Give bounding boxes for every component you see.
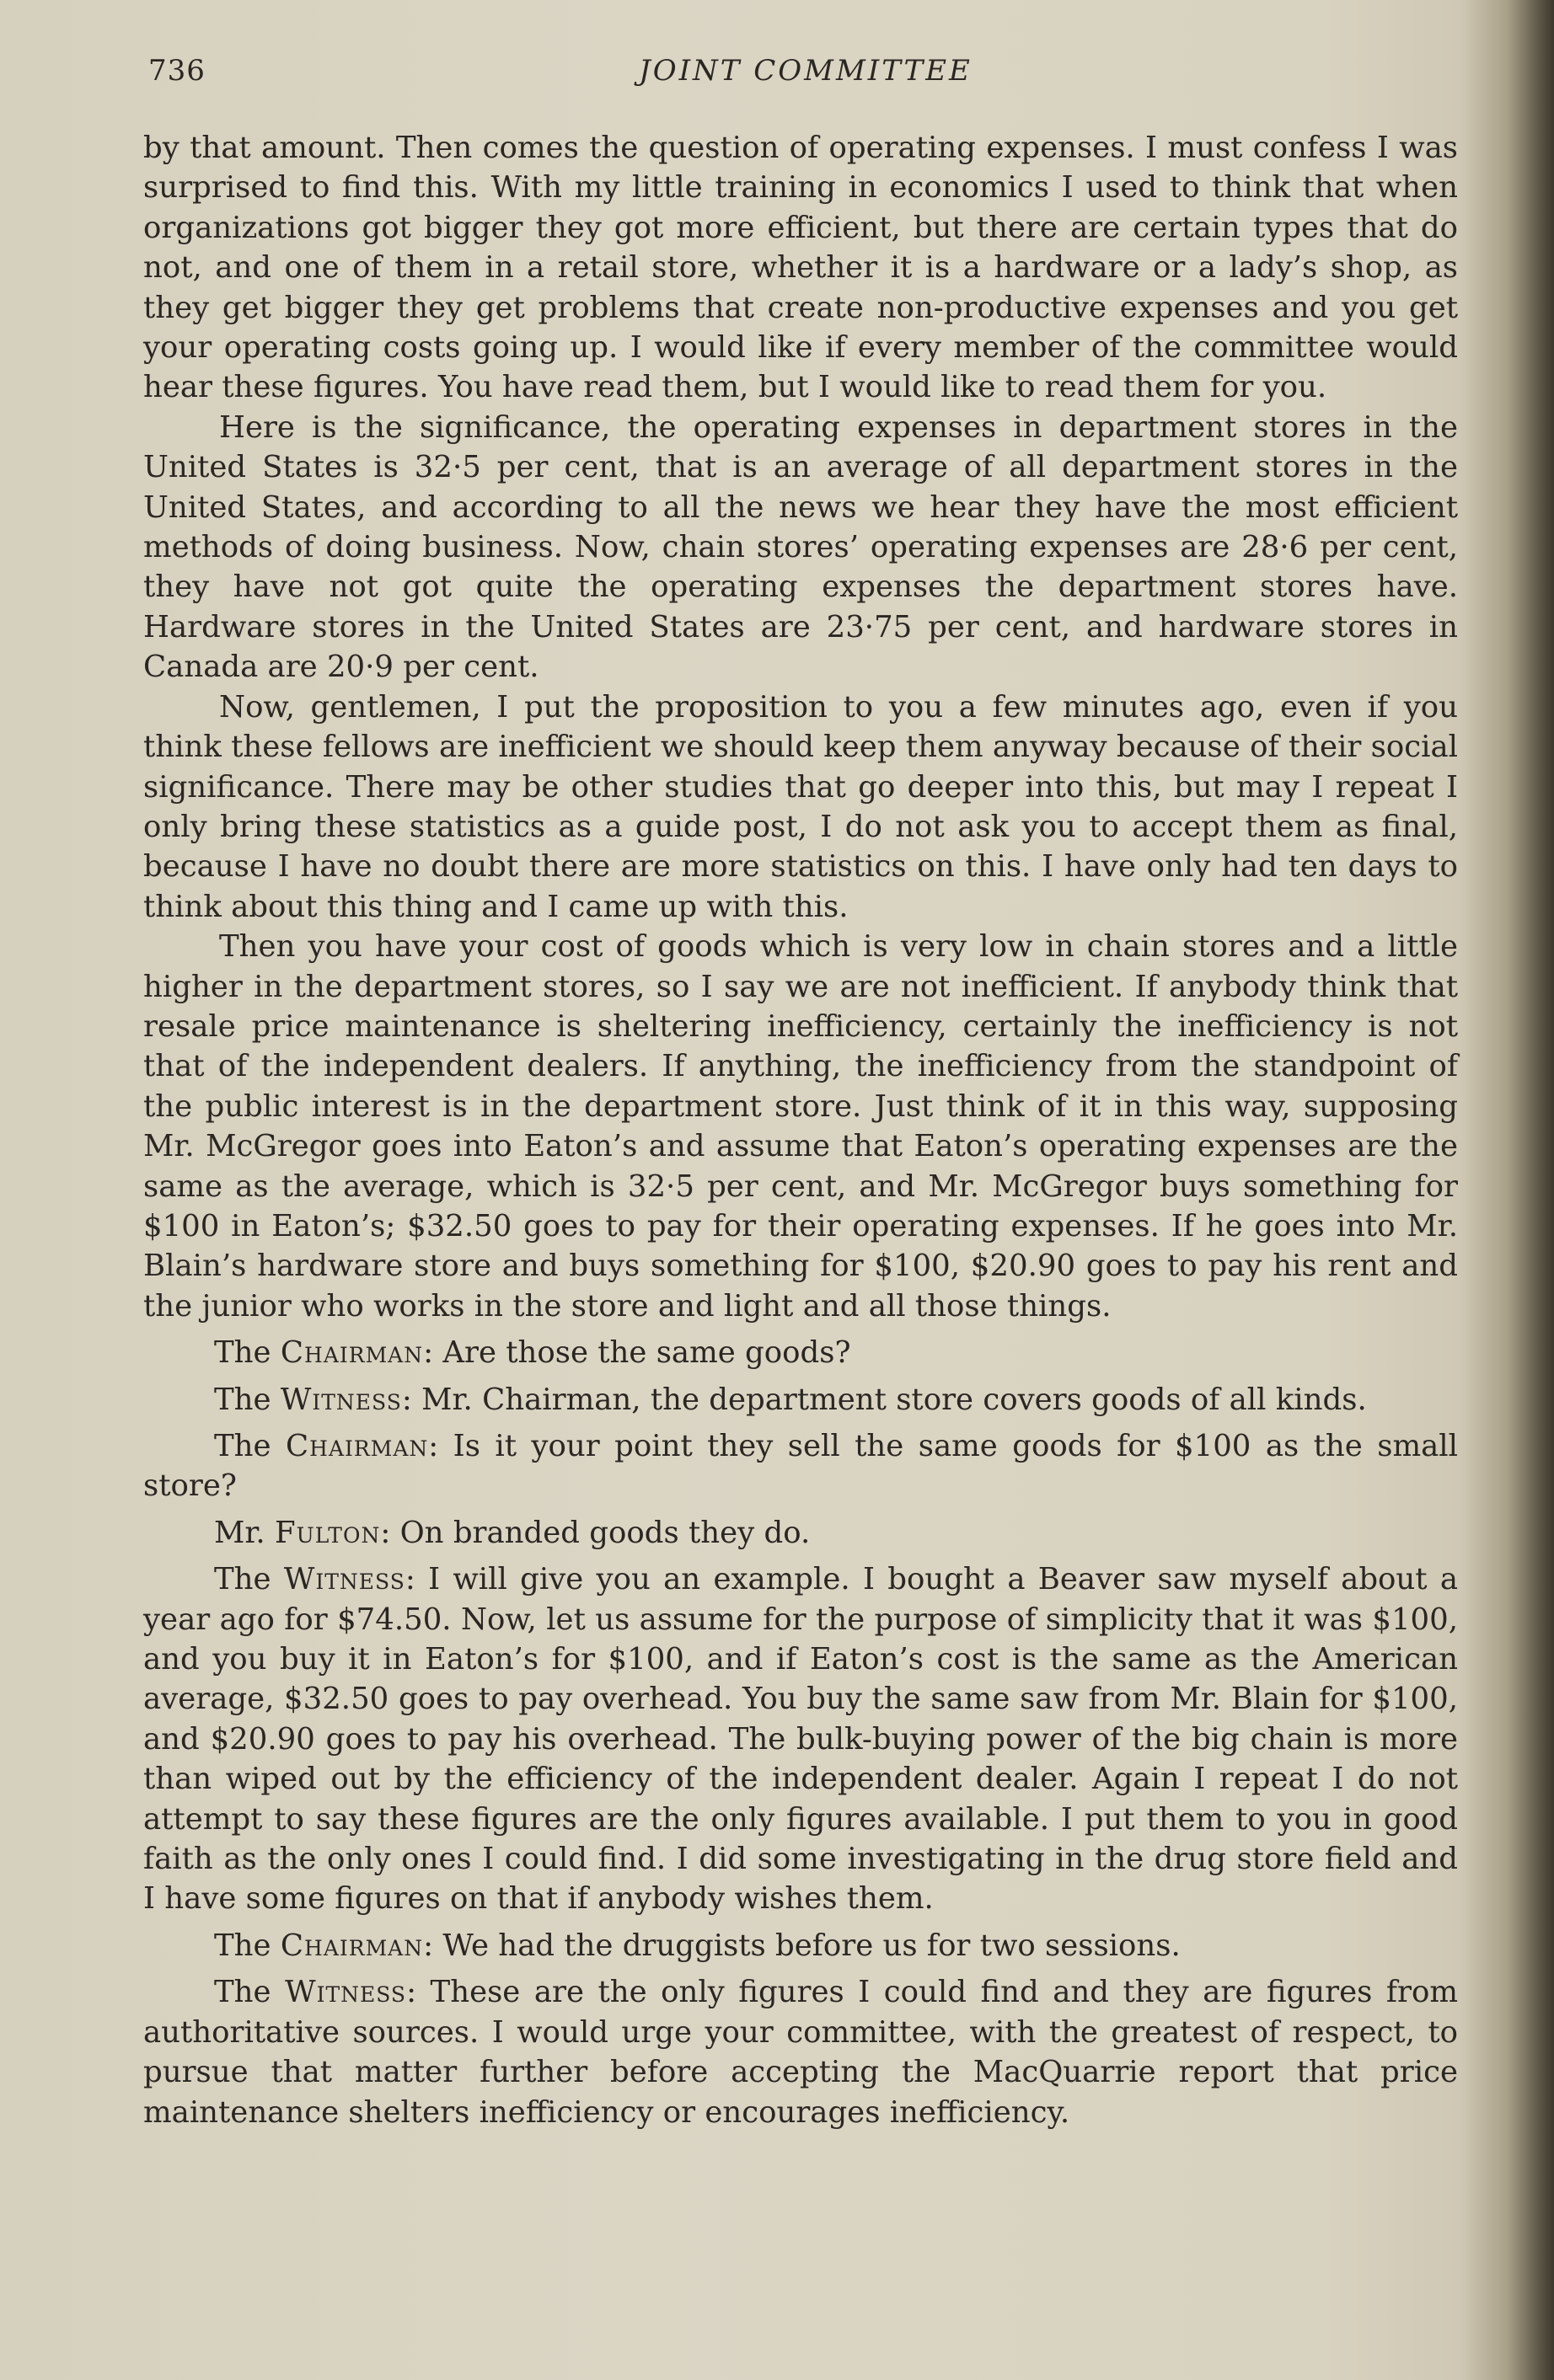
speaker-prefix: Mr. bbox=[214, 1515, 265, 1550]
speech-chairman-2 bbox=[143, 1426, 1458, 1506]
speaker-name: Fulton bbox=[275, 1515, 381, 1550]
speaker-prefix: The bbox=[214, 1382, 271, 1417]
speaker-name: Chairman bbox=[286, 1429, 429, 1463]
paragraph-2: Here is the significance, the operating expenses in department stores in the United States is 32·5 per cent, that is an average of all department stores in the United States, and according to all the news we hear they have the most efficient methods of doing business. Now, chain stores’ operating expenses are 28·6 per cent, they have not got quite the operating expenses the department stores have. Hardware stores in the United States are 23·75 per cent, and hardware stores in Canada are 20·9 per cent. bbox=[143, 409, 1458, 685]
page-number: 736 bbox=[148, 54, 206, 88]
speaker-name: Witness bbox=[285, 1975, 407, 2010]
paragraph-3: Now, gentlemen, I put the proposition to you a few minutes ago, even if you think these fellows are inefficient we should keep them anyway because of their social significance. There may be other studies that go deeper into this, but may I repeat I only bring these statistics as a guide post, I do not ask you to accept them as final, because I have no doubt there are more statistics on this. I have only had ten days to think about this thing and I came up with this. bbox=[143, 689, 1458, 924]
speech-witness-3 bbox=[143, 1972, 1458, 2132]
speaker-name: Witness bbox=[280, 1382, 402, 1417]
speech-text: : These are the only figures I could find and they are figures from authoritative sources. I would urge your committee, with the greatest of respect, to pursue that matter further before accepting the MacQuarrie report that price maintenance shelters inefficiency or encourages inefficiency. bbox=[143, 1975, 1458, 2130]
speaker-prefix: The bbox=[214, 1562, 271, 1597]
speech-text: : Are those the same goods? bbox=[423, 1335, 851, 1371]
speech-chairman-3 bbox=[143, 1926, 1458, 1966]
paragraph-1: by that amount. Then comes the question of operating expenses. I must confess I was surprised to find this. With my little training in economics I used to think that when organizations got bigger they got more efficient, but there are certain types that do not, and one of them in a retail store, whether it is a hardware or a lady’s shop, as they get bigger they get problems that create non-productive expenses and you get your operating costs going up. I would like if every member of the committee would hear these figures. You have read them, but I would like to read them for you. bbox=[143, 131, 1458, 405]
body-text bbox=[143, 128, 1458, 2132]
speech-text: : We had the druggists before us for two sessions. bbox=[423, 1928, 1181, 1963]
speaker-name: Chairman bbox=[280, 1335, 424, 1371]
running-head: JOINT COMMITTEE bbox=[639, 54, 973, 88]
speaker-prefix: The bbox=[214, 1335, 271, 1371]
speech-witness-2 bbox=[143, 1559, 1458, 1919]
paragraph-4: Then you have your cost of goods which is very low in chain stores and a little higher in the department stores, so I say we are not inefficient. If anybody think that resale price maintenance is sheltering inefficiency, certainly the inefficiency is not that of the independent dealers. If anything, the inefficiency from the standpoint of the public interest is in the department store. Just think of it in this way, supposing Mr. McGregor goes into Eaton’s and assume that Eaton’s operating expenses are the same as the average, which is 32·5 per cent, and Mr. McGregor buys something for $100 in Eaton’s; $32.50 goes to pay for their operating expenses. If he goes into Mr. Blain’s hardware store and buys something for $100, $20.90 goes to pay his rent and the junior who works in the store and light and all those things. bbox=[143, 929, 1458, 1324]
page-header bbox=[148, 54, 1463, 104]
speaker-prefix: The bbox=[214, 1975, 271, 2010]
speech-text: : Is it your point they sell the same goods for $100 as the small store? bbox=[143, 1429, 1458, 1504]
speech-fulton bbox=[143, 1513, 1458, 1553]
speech-text: : Mr. Chairman, the department store covers goods of all kinds. bbox=[401, 1382, 1367, 1417]
speech-text: : I will give you an example. I bought a Beaver saw myself about a year ago for $74.50. Now, let us assume for the purpose of simplicity that it was $100, and you buy it in Eaton’s for $100, and if Eaton’s cost is the same as the American average, $32.50 goes to pay overhead. You buy the same saw from Mr. Blain for $100, and $20.90 goes to pay his overhead. The bulk-buying power of the big chain is more than wiped out by the efficiency of the independent dealer. Again I repeat I do not attempt to say these figures are the only figures available. I put them to you in good faith as the only ones I could find. I did some investigating in the drug store field and I have some figures on that if anybody wishes them. bbox=[143, 1562, 1458, 1917]
speaker-prefix: The bbox=[214, 1928, 271, 1963]
speech-chairman-1 bbox=[143, 1333, 1458, 1372]
speaker-name: Witness bbox=[283, 1562, 405, 1597]
speech-text: : On branded goods they do. bbox=[380, 1515, 811, 1550]
speech-witness-1 bbox=[143, 1380, 1458, 1420]
speaker-prefix: The bbox=[214, 1429, 271, 1463]
speaker-name: Chairman bbox=[280, 1928, 424, 1963]
